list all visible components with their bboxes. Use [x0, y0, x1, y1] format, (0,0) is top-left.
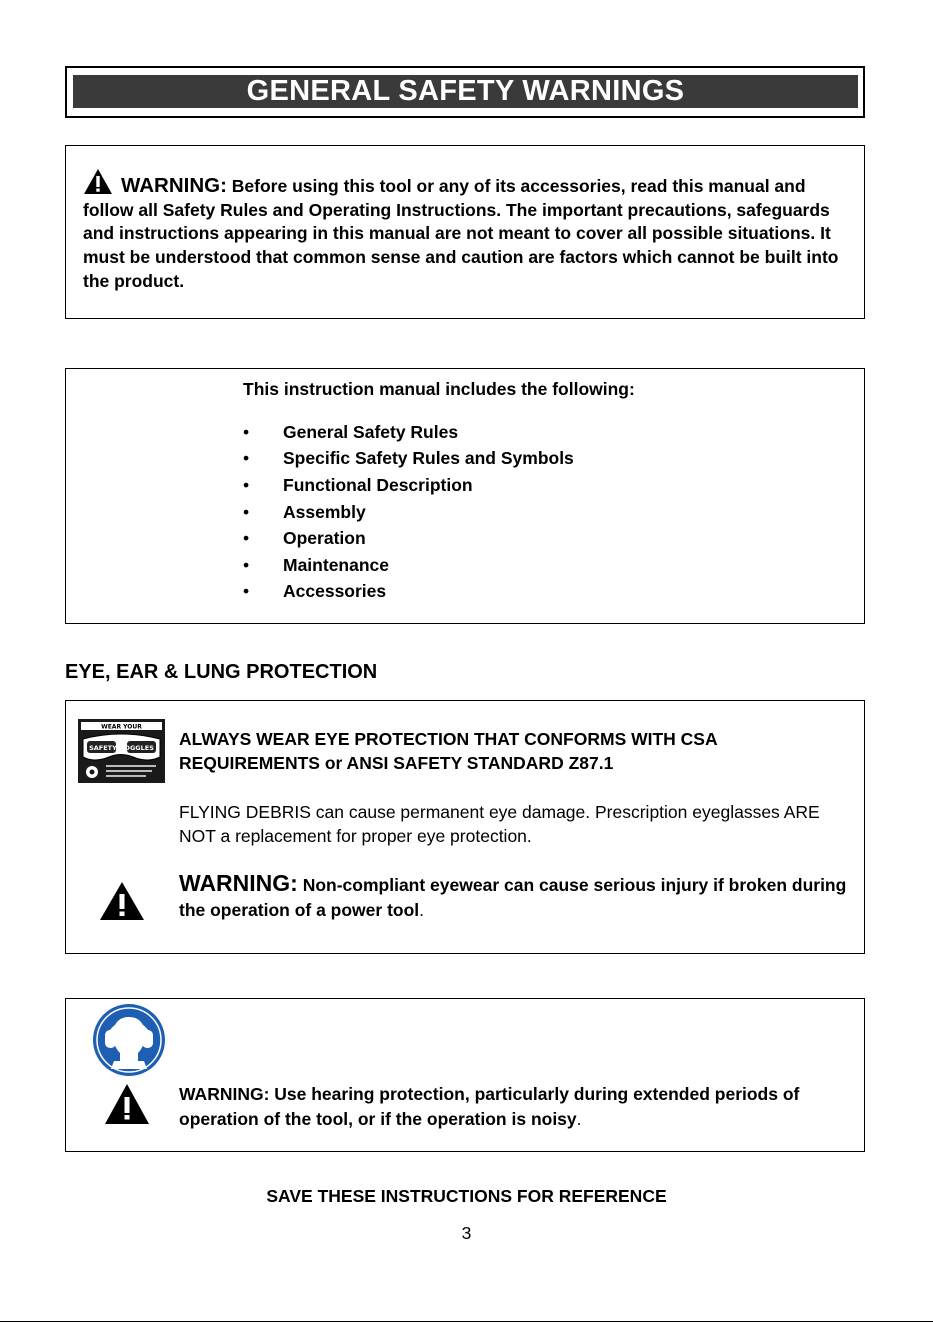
list-item-label: Accessories: [283, 581, 387, 602]
eye-warning-period: .: [419, 900, 425, 920]
warning-triangle-icon: [83, 168, 113, 195]
warning-triangle-icon: [99, 881, 145, 921]
intro-warning-label: WARNING:: [121, 174, 227, 197]
ear-warning-body: WARNING: Use hearing protection, particularly during extended periods of operation of the tool, or if the operation is noisy: [179, 1084, 800, 1129]
list-item: [243, 446, 574, 473]
eye-protection-title: ALWAYS WEAR EYE PROTECTION THAT CONFORMS WITH CSA REQUIREMENTS or ANSI SAFETY STANDARD Z87.1: [179, 729, 717, 773]
list-item-label: Operation: [283, 528, 366, 549]
hearing-protection-sign-icon: [92, 1003, 166, 1077]
safety-goggles-sign-icon: [78, 719, 165, 783]
list-item-label: Specific Safety Rules and Symbols: [283, 448, 574, 469]
title-banner: [65, 66, 865, 118]
ear-warning-period: .: [576, 1108, 582, 1129]
list-item: [243, 552, 574, 579]
list-item-label: General Safety Rules: [283, 421, 459, 442]
eye-warning-label: WARNING:: [179, 870, 298, 896]
list-item-label: Maintenance: [283, 554, 389, 575]
contents-list: [243, 419, 574, 605]
intro-warning-text: [83, 168, 843, 294]
eye-warning-text: [179, 871, 849, 923]
page-title: GENERAL SAFETY WARNINGS: [73, 75, 858, 108]
warning-triangle-icon: [104, 1083, 150, 1125]
manual-contents-box: [65, 368, 865, 624]
list-item-label: Functional Description: [283, 474, 473, 495]
bullet: •: [243, 554, 250, 575]
bullet: •: [243, 501, 250, 522]
eye-protection-box: [65, 700, 865, 954]
list-item-label: Assembly: [283, 501, 366, 522]
list-item: [243, 419, 574, 446]
sign-text-main: SAFETY GOGGLES: [89, 744, 154, 752]
hearing-protection-box: [65, 998, 865, 1152]
bullet: •: [243, 528, 250, 549]
section-heading: EYE, EAR & LUNG PROTECTION: [65, 661, 378, 683]
intro-warning-box: [65, 145, 865, 319]
bottom-divider: [0, 1321, 933, 1322]
sign-text-top: WEAR YOUR: [101, 723, 142, 731]
ear-warning-text: [179, 1082, 849, 1131]
contents-heading: This instruction manual includes the following:: [243, 379, 635, 399]
page-number: 3: [461, 1223, 472, 1243]
list-item: [243, 579, 574, 606]
list-item: [243, 499, 574, 526]
list-item: [243, 472, 574, 499]
intro-warning-body: Before using this tool or any of its accessories, read this manual and follow all Safety Rules and Operating Instructions. The important precautions, safeguards and instructions appearing in this manual are not meant to cover all possible situations. It must be understood that common sense and caution are factors which cannot be built into the product.: [83, 176, 839, 291]
bullet: •: [243, 474, 250, 495]
eye-warning-body: Non-compliant eyewear can cause serious injury if broken during the operation of a power tool: [179, 875, 847, 920]
bullet: •: [243, 581, 250, 602]
eye-protection-body: FLYING DEBRIS can cause permanent eye damage. Prescription eyeglasses ARE NOT a replacement for proper eye protection.: [179, 802, 820, 846]
bullet: •: [243, 448, 250, 469]
save-instructions-note: SAVE THESE INSTRUCTIONS FOR REFERENCE: [266, 1186, 667, 1206]
list-item: [243, 525, 574, 552]
bullet: •: [243, 421, 250, 442]
